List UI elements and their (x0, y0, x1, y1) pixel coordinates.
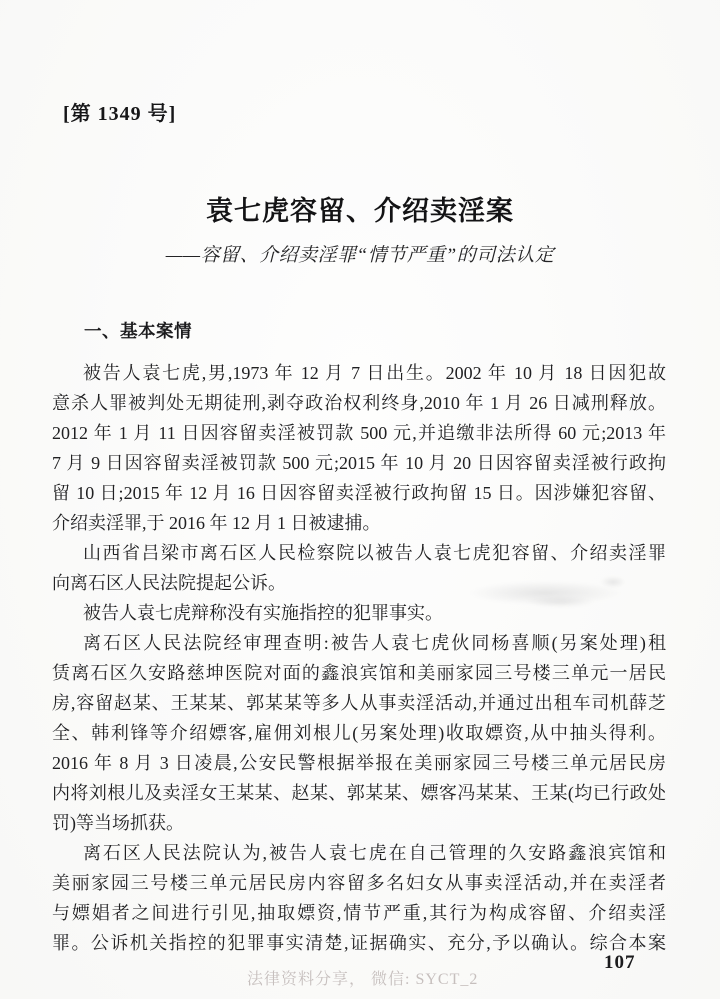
body-line: 意杀人罪被判处无期徒刑,剥夺政治权利终身,2010 年 1 月 26 日减刑释放。 (52, 393, 666, 413)
body-line: 全、韩利锋等介绍嫖客,雇佣刘根儿(另案处理)收取嫖资,从中抽头得利。 (52, 723, 666, 743)
body-line: 2016 年 8 月 3 日凌晨,公安民警根据举报在美丽家园三号楼三单元居民房 (52, 753, 666, 773)
page-title: 袁七虎容留、介绍卖淫案 (206, 196, 514, 226)
body-line: 2012 年 1 月 11 日因容留卖淫被罚款 500 元,并追缴非法所得 60 元;2013 年 (52, 423, 666, 443)
body-line: 被告人袁七虎辩称没有实施指控的犯罪事实。 (83, 603, 443, 623)
watermark: 法律资料分享， 微信: SYCT_2 (247, 971, 479, 988)
body-line: 山西省吕梁市离石区人民检察院以被告人袁七虎犯容留、介绍卖淫罪 (83, 543, 666, 563)
body-line: 离石区人民法院认为,被告人袁七虎在自己管理的久安路鑫浪宾馆和 (83, 843, 666, 863)
body-line: 介绍卖淫罪,于 2016 年 12 月 1 日被逮捕。 (52, 513, 381, 533)
body-line: 房,容留赵某、王某某、郭某某等多人从事卖淫活动,并通过出租车司机薛芝 (52, 693, 666, 713)
body-line: 美丽家园三号楼三单元居民房内容留多名妇女从事卖淫活动,并在卖淫者 (52, 873, 666, 893)
body-line: 罚)等当场抓获。 (52, 813, 184, 833)
body-line: 赁离石区久安路慈坤医院对面的鑫浪宾馆和美丽家园三号楼三单元一居民 (52, 663, 666, 683)
body-line: 向离石区人民法院提起公诉。 (52, 573, 286, 593)
subtitle: ——容留、介绍卖淫罪“情节严重”的司法认定 (165, 245, 555, 266)
body-line: 留 10 日;2015 年 12 月 16 日因容留卖淫被行政拘留 15 日。因涉嫌犯容留、 (52, 483, 666, 503)
body-text (52, 358, 666, 958)
body-line: 离石区人民法院经审理查明:被告人袁七虎伙同杨喜顺(另案处理)租 (83, 633, 666, 653)
body-line: 内将刘根儿及卖淫女王某某、赵某、郭某某、嫖客冯某某、王某(均已行政处 (52, 783, 666, 803)
body-line: 与嫖娼者之间进行引见,抽取嫖资,情节严重,其行为构成容留、介绍卖淫 (52, 903, 666, 923)
page-number: 107 (604, 952, 636, 973)
case-number: [第 1349 号] (63, 103, 177, 125)
body-line: 罪。公诉机关指控的犯罪事实清楚,证据确实、充分,予以确认。综合本案 (52, 933, 666, 953)
body-line: 7 月 9 日因容留卖淫被罚款 500 元;2015 年 10 月 20 日因容留卖淫被行政拘 (52, 453, 666, 473)
body-line: 被告人袁七虎,男,1973 年 12 月 7 日出生。2002 年 10 月 18 日因犯故 (83, 363, 666, 383)
section-heading: 一、基本案情 (84, 321, 192, 341)
